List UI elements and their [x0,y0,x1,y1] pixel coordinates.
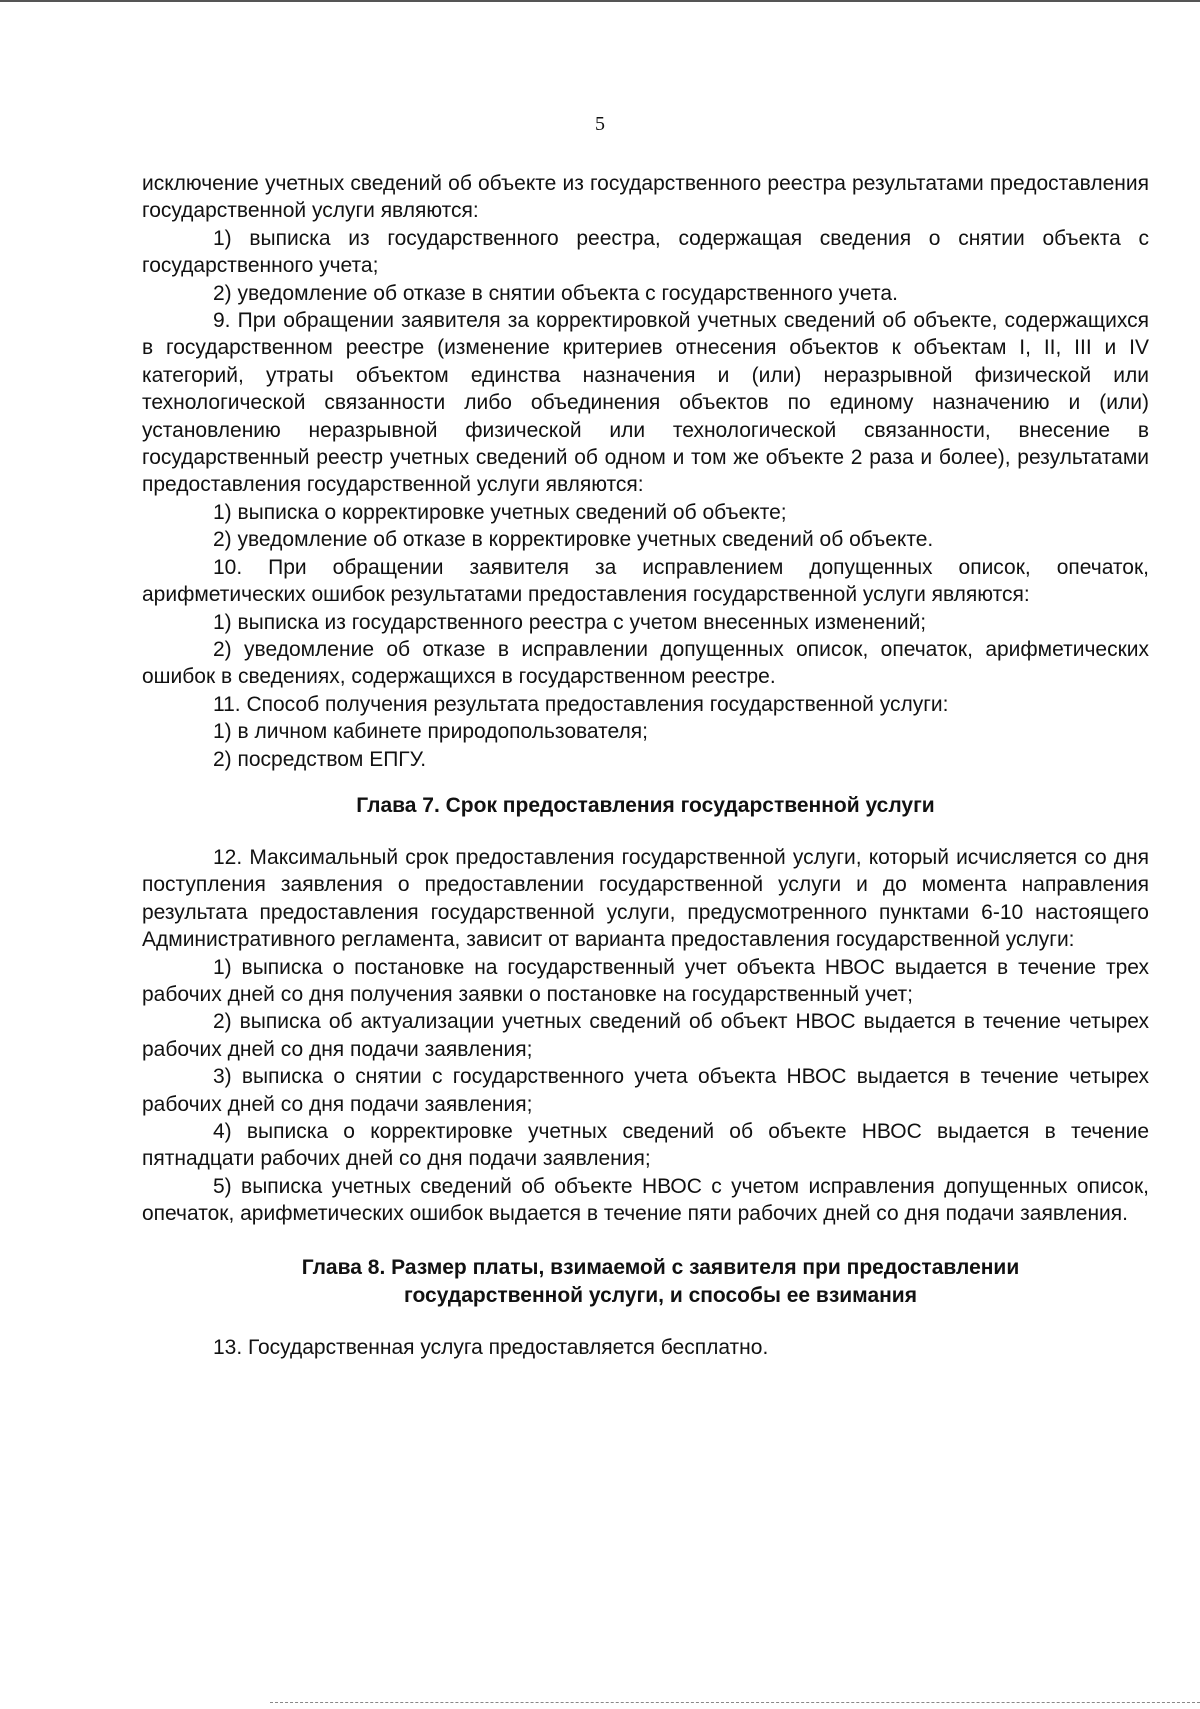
chapter-8-heading-line-1: Глава 8. Размер платы, взимаемой с заявителя при предоставлении [301,1255,1020,1279]
list-item: 2) уведомление об отказе в корректировке учетных сведений об объекте. [213,528,934,552]
page-number: 5 [595,113,605,135]
paragraph-13: 13. Государственная услуга предоставляется бесплатно. [213,1335,769,1359]
list-item: 2) уведомление об отказе в исправлении допущенных описок, опечаток, арифметических ошибок в сведениях, содержащихся в государственном реестре. [142,637,1149,689]
list-item: 1) выписка о постановке на государственный учет объекта НВОС выдается в течение трех рабочих дней со дня получения заявки о постановке на государственный учет; [142,955,1149,1006]
paragraph-12: 12. Максимальный срок предоставления государственной услуги, который исчисляется со дня поступления заявления о предоставлении государственной услуги и до момента направления результата предоставления государственной услуги, предусмотренного пунктами 6-10 настоящего Административного регламента, зависит от варианта предоставления государственной услуги: [142,845,1149,952]
paragraph-9: 9. При обращении заявителя за корректировкой учетных сведений об объекте, содержащихся в государственном реестре (изменение критериев отнесения объектов к объектам I, II, III и IV категорий, утраты объектом единства назначения и (или) неразрывной физической или технологической связанности либо объединения объектов по единому назначению и (или) установлению неразрывной физической или технологической связанности, внесение в государственный реестр учетных сведений об одном и том же объекте 2 раза и более), результатами предоставления государственной услуги являются: [142,309,1149,497]
list-item: 1) в личном кабинете природопользователя; [213,720,648,744]
list-item: 2) уведомление об отказе в снятии объекта с государственного учета. [213,281,898,305]
scan-top-edge [0,0,1200,4]
list-item: 2) выписка об актуализации учетных сведений об объект НВОС выдается в течение четырех рабочих дней со дня подачи заявления; [142,1010,1149,1061]
paragraph-10: 10. При обращении заявителя за исправлением допущенных описок, опечаток, арифметических ошибок результатами предоставления государственной услуги являются: [142,555,1149,607]
chapter-7-heading: Глава 7. Срок предоставления государственной услуги [356,793,935,817]
list-item: 1) выписка о корректировке учетных сведений об объекте; [213,500,787,524]
list-item: 2) посредством ЕПГУ. [213,747,427,771]
list-item: 5) выписка учетных сведений об объекте НВОС с учетом исправления допущенных описок, опечаток, арифметических ошибок выдается в течение пяти рабочих дней со дня подачи заявления. [142,1174,1149,1226]
document-body [142,170,1149,1361]
list-item: 1) выписка из государственного реестра, содержащая сведения о снятии объекта с государственного учета; [142,226,1149,278]
paragraph-11: 11. Способ получения результата предоставления государственной услуги: [213,692,949,716]
list-item: 3) выписка о снятии с государственного учета объекта НВОС выдается в течение четырех рабочих дней со дня подачи заявления; [142,1065,1149,1116]
chapter-8-heading [142,1254,1149,1310]
paragraph: исключение учетных сведений об объекте из государственного реестра результатами предоставления государственной услуги являются: [142,172,1149,223]
list-item: 1) выписка из государственного реестра с учетом внесенных изменений; [213,610,927,634]
list-item: 4) выписка о корректировке учетных сведений об объекте НВОС выдается в течение пятнадцати рабочих дней со дня подачи заявления; [142,1120,1149,1171]
scan-bottom-edge [270,1702,1200,1705]
chapter-8-heading-line-2: государственной услуги, и способы ее взимания [404,1283,917,1307]
